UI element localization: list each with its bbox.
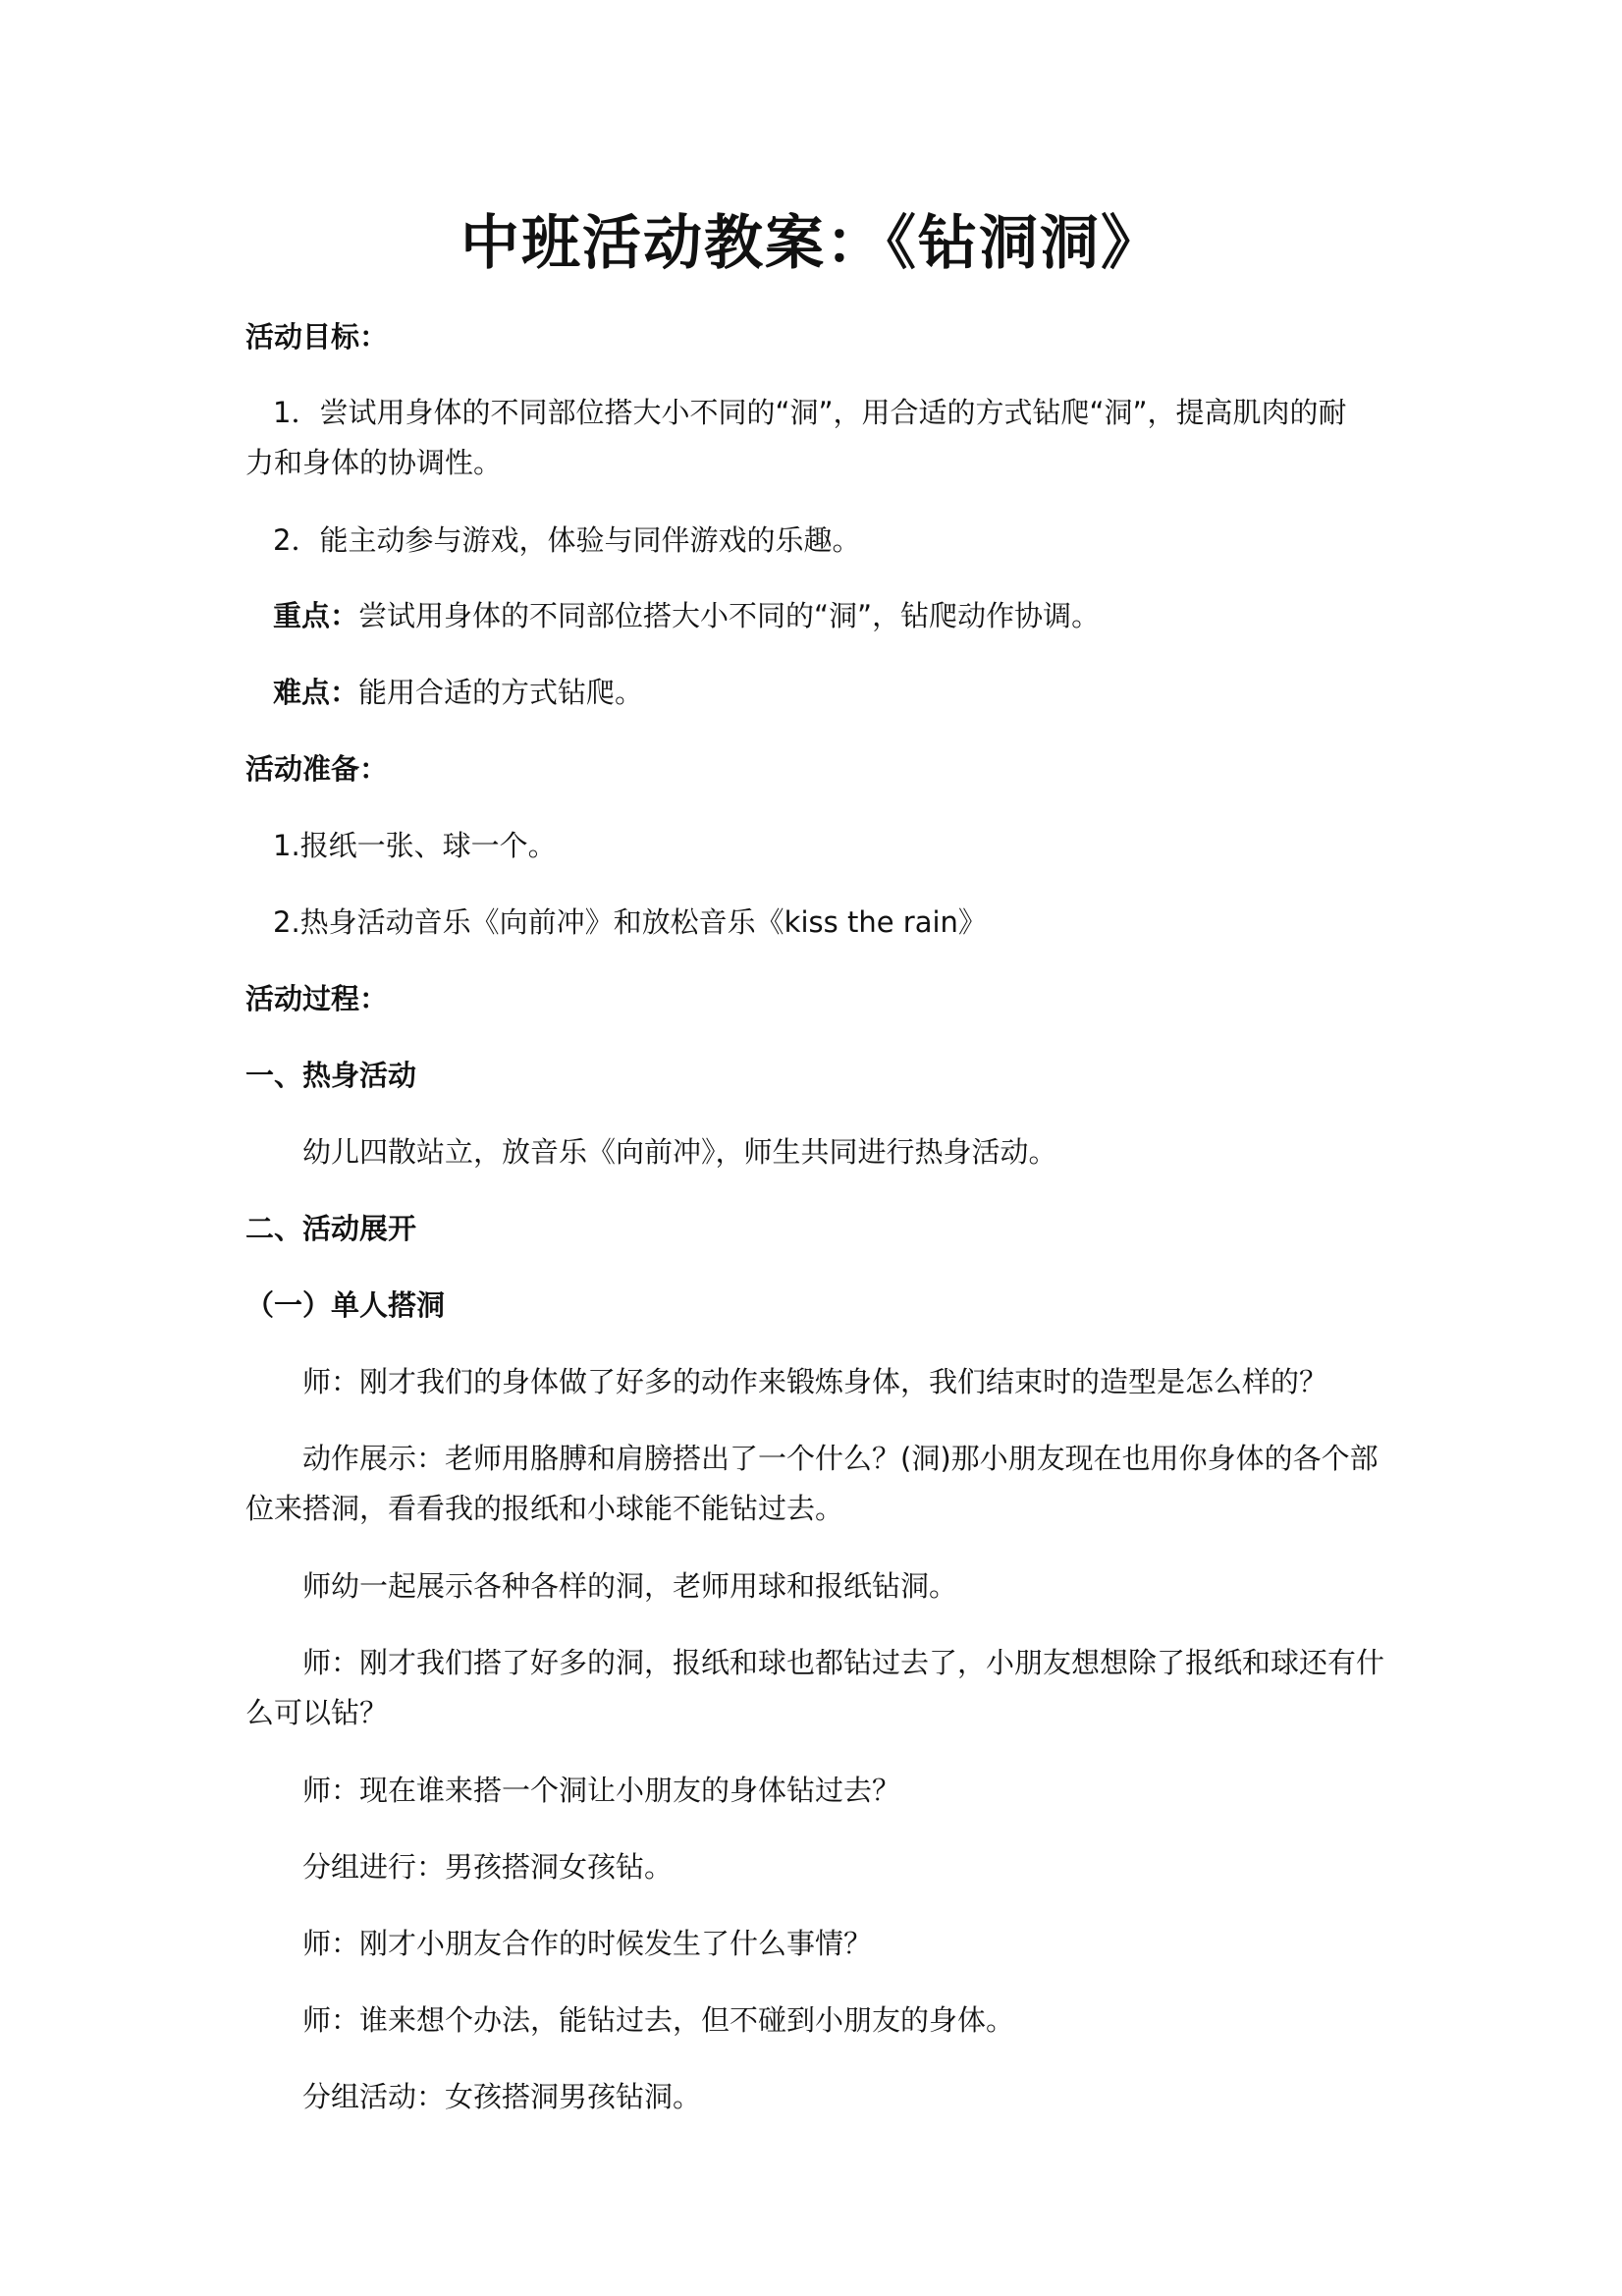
paragraph-3: 师幼一起展示各种各样的洞，老师用球和报纸钻洞。 [302, 1569, 958, 1603]
key-point [273, 596, 1100, 635]
difficulty-point [273, 673, 643, 712]
goals-heading: 活动目标： [245, 320, 389, 354]
paragraph-6: 分组进行：男孩搭洞女孩钻。 [302, 1850, 674, 1884]
document-title: 中班活动教案：《钻洞洞》 [460, 209, 1162, 278]
goal-item-2: 2．能主动参与游戏，体验与同伴游戏的乐趣。 [273, 523, 861, 557]
process-heading: 活动过程： [245, 982, 389, 1015]
key-point-label: 重点： [273, 599, 359, 632]
preparation-heading: 活动准备： [245, 752, 389, 786]
goal-item-1-line-2: 力和身体的协调性。 [245, 446, 503, 479]
section-1-heading: 一、热身活动 [245, 1059, 417, 1092]
paragraph-4-line-1: 师：刚才我们搭了好多的洞，报纸和球也都钻过去了，小朋友想想除了报纸和球还有什 [302, 1646, 1385, 1679]
difficulty-label: 难点： [273, 676, 359, 709]
preparation-item-1: 1.报纸一张、球一个。 [273, 829, 557, 862]
subsection-1-heading: （一）单人搭洞 [245, 1288, 446, 1322]
section-1-text: 幼儿四散站立，放音乐《向前冲》，师生共同进行热身活动。 [302, 1135, 1057, 1169]
section-2-heading: 二、活动展开 [245, 1212, 417, 1245]
preparation-item-2: 2.热身活动音乐《向前冲》和放松音乐《kiss the rain》 [273, 905, 987, 939]
paragraph-2-line-2: 位来搭洞，看看我的报纸和小球能不能钻过去。 [245, 1492, 844, 1525]
paragraph-9: 分组活动：女孩搭洞男孩钻洞。 [302, 2080, 702, 2113]
paragraph-4-line-2: 么可以钻？ [245, 1696, 389, 1729]
paragraph-7: 师：刚才小朋友合作的时候发生了什么事情？ [302, 1927, 873, 1960]
paragraph-1: 师：刚才我们的身体做了好多的动作来锻炼身体，我们结束时的造型是怎么样的？ [302, 1365, 1328, 1398]
paragraph-5: 师：现在谁来搭一个洞让小朋友的身体钻过去？ [302, 1774, 901, 1807]
paragraph-2-line-1: 动作展示：老师用胳膊和肩膀搭出了一个什么？(洞)那小朋友现在也用你身体的各个部 [302, 1442, 1379, 1475]
goal-item-1-line-1: 1．尝试用身体的不同部位搭大小不同的“洞”，用合适的方式钻爬“洞”，提高肌肉的耐 [273, 396, 1347, 429]
key-point-text: 尝试用身体的不同部位搭大小不同的“洞”，钻爬动作协调。 [358, 599, 1101, 632]
paragraph-8: 师：谁来想个办法，能钻过去，但不碰到小朋友的身体。 [302, 2003, 1015, 2037]
difficulty-text: 能用合适的方式钻爬。 [358, 676, 644, 709]
